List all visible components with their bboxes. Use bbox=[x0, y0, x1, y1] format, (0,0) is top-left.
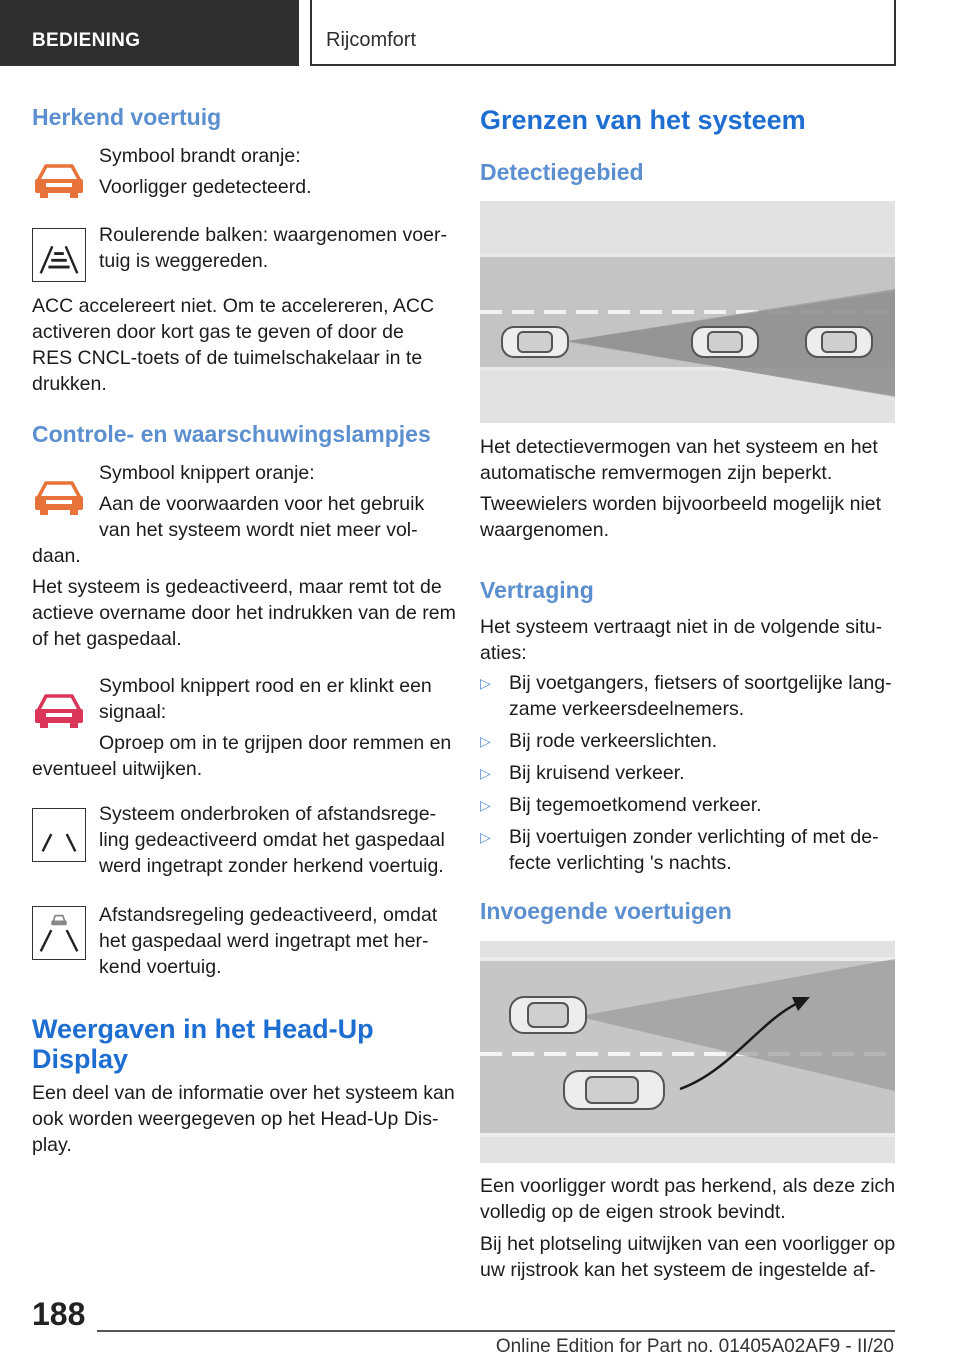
list-item bbox=[480, 792, 900, 818]
text-line: Het systeem is gedeactiveerd, maar remt tot de bbox=[32, 576, 442, 598]
merging-vehicles-figure bbox=[480, 941, 895, 1163]
chapter-title: Rijcomfort bbox=[326, 29, 417, 51]
heading-detectiegebied: Detectiegebied bbox=[480, 159, 644, 185]
bullet-triangle-icon: ▷ bbox=[480, 765, 491, 781]
text-line: tuig is weggereden. bbox=[99, 250, 269, 272]
road-interrupted-icon bbox=[32, 808, 86, 862]
car-icon bbox=[510, 997, 586, 1033]
text-line: van het systeem wordt niet meer vol- bbox=[99, 519, 418, 541]
chapter-tab bbox=[310, 0, 896, 66]
text-line: Bij het plotseling uitwijken van een voorligger op bbox=[480, 1233, 896, 1255]
text-line: Symbool knippert oranje: bbox=[99, 462, 315, 484]
list-item-text: Bij voertuigen zonder verlichting of met de- bbox=[509, 826, 879, 848]
text-line: kend voertuig. bbox=[99, 956, 222, 978]
text-line: Aan de voorwaarden voor het gebruik bbox=[99, 493, 425, 515]
text-line: Een deel van de informatie over het systeem kan bbox=[32, 1082, 455, 1104]
text-line: ling gedeactiveerd omdat het gaspedaal bbox=[99, 829, 445, 851]
section-tab bbox=[0, 0, 299, 66]
text-line: Systeem onderbroken of afstandsrege- bbox=[99, 803, 437, 825]
text-line: Het systeem vertraagt niet in de volgende situ- bbox=[480, 616, 883, 638]
heading-head-up-display bbox=[32, 1014, 374, 1074]
list-item bbox=[480, 760, 900, 786]
list-item-text: Bij tegemoetkomend verkeer. bbox=[509, 794, 762, 816]
heading-controle-waarschuwingslampjes: Controle- en waarschuwingslampjes bbox=[32, 421, 431, 447]
car-icon bbox=[564, 1071, 664, 1109]
text-line: waargenomen. bbox=[480, 519, 609, 541]
text-line: aties: bbox=[480, 642, 527, 664]
text-line: signaal: bbox=[99, 701, 167, 723]
text-line: ACC accelereert niet. Om te accelereren, ACC bbox=[32, 295, 435, 317]
footer-edition: Online Edition for Part no. 01405A02AF9 - II/20 bbox=[495, 1336, 894, 1357]
list-item bbox=[480, 728, 900, 754]
list-item-text: Bij kruisend verkeer. bbox=[509, 762, 685, 784]
car-icon bbox=[806, 327, 872, 357]
text-line: ook worden weergegeven op het Head-Up Dis- bbox=[32, 1108, 439, 1130]
text-line: automatische remvermogen zijn beperkt. bbox=[480, 462, 833, 484]
list-item-text: fecte verlichting 's nachts. bbox=[509, 852, 732, 874]
section-title: BEDIENING bbox=[32, 30, 141, 51]
heading-herkend-voertuig: Herkend voertuig bbox=[32, 104, 222, 130]
car-orange-icon bbox=[32, 467, 86, 521]
heading-grenzen-van-het-systeem: Grenzen van het systeem bbox=[480, 105, 806, 135]
text-line: daan. bbox=[32, 545, 81, 567]
detection-area-figure bbox=[480, 201, 895, 423]
bullet-triangle-icon: ▷ bbox=[480, 797, 491, 813]
text-line: of het gaspedaal. bbox=[32, 628, 182, 650]
rolling-bars-icon bbox=[32, 228, 86, 282]
text-line: volledig op de eigen strook bevindt. bbox=[480, 1201, 786, 1223]
heading-vertraging: Vertraging bbox=[480, 577, 594, 603]
text-line: activeren door kort gas te geven of door de bbox=[32, 321, 404, 343]
car-icon bbox=[692, 327, 758, 357]
text-line: Roulerende balken: waargenomen voer- bbox=[99, 224, 447, 246]
car-red-icon bbox=[32, 680, 86, 734]
vertraging-list bbox=[480, 670, 900, 882]
car-orange-icon bbox=[32, 150, 86, 204]
text-line: het gaspedaal werd ingetrapt met her- bbox=[99, 930, 429, 952]
list-item-text: Bij rode verkeerslichten. bbox=[509, 730, 718, 752]
list-item-text: Bij voetgangers, fietsers of soortgelijke lang- bbox=[509, 672, 892, 694]
text-line: Afstandsregeling gedeactiveerd, omdat bbox=[99, 904, 438, 926]
list-item-text: zame verkeersdeelnemers. bbox=[509, 698, 745, 720]
road-car-icon bbox=[32, 906, 86, 960]
bullet-triangle-icon: ▷ bbox=[480, 733, 491, 749]
text-line: actieve overname door het indrukken van de rem bbox=[32, 602, 456, 624]
text-line: eventueel uitwijken. bbox=[32, 758, 203, 780]
car-icon bbox=[502, 327, 568, 357]
heading-line: Display bbox=[32, 1044, 129, 1074]
text-line: play. bbox=[32, 1134, 72, 1156]
text-line: Het detectievermogen van het systeem en het bbox=[480, 436, 878, 458]
page-number: 188 bbox=[32, 1296, 86, 1332]
text-line: Een voorligger wordt pas herkend, als deze zich bbox=[480, 1175, 896, 1197]
heading-invoegende-voertuigen: Invoegende voertuigen bbox=[480, 898, 732, 924]
text-line: uw rijstrook kan het systeem de ingestelde af- bbox=[480, 1259, 876, 1281]
heading-line: Weergaven in het Head-Up bbox=[32, 1014, 374, 1044]
text-line: Oproep om in te grijpen door remmen en bbox=[99, 732, 452, 754]
text-line: drukken. bbox=[32, 373, 107, 395]
text-line: RES CNCL-toets of de tuimelschakelaar in te bbox=[32, 347, 423, 369]
footer-divider bbox=[97, 1330, 895, 1332]
text-line: Symbool brandt oranje: bbox=[99, 145, 301, 167]
list-item bbox=[480, 670, 900, 722]
list-item bbox=[480, 824, 900, 876]
bullet-triangle-icon: ▷ bbox=[480, 675, 491, 691]
text-line: werd ingetrapt zonder herkend voertuig. bbox=[99, 855, 444, 877]
bullet-triangle-icon: ▷ bbox=[480, 829, 491, 845]
text-line: Symbool knippert rood en er klinkt een bbox=[99, 675, 432, 697]
text-line: Voorligger gedetecteerd. bbox=[99, 176, 312, 198]
text-line: Tweewielers worden bijvoorbeeld mogelijk niet bbox=[480, 493, 882, 515]
